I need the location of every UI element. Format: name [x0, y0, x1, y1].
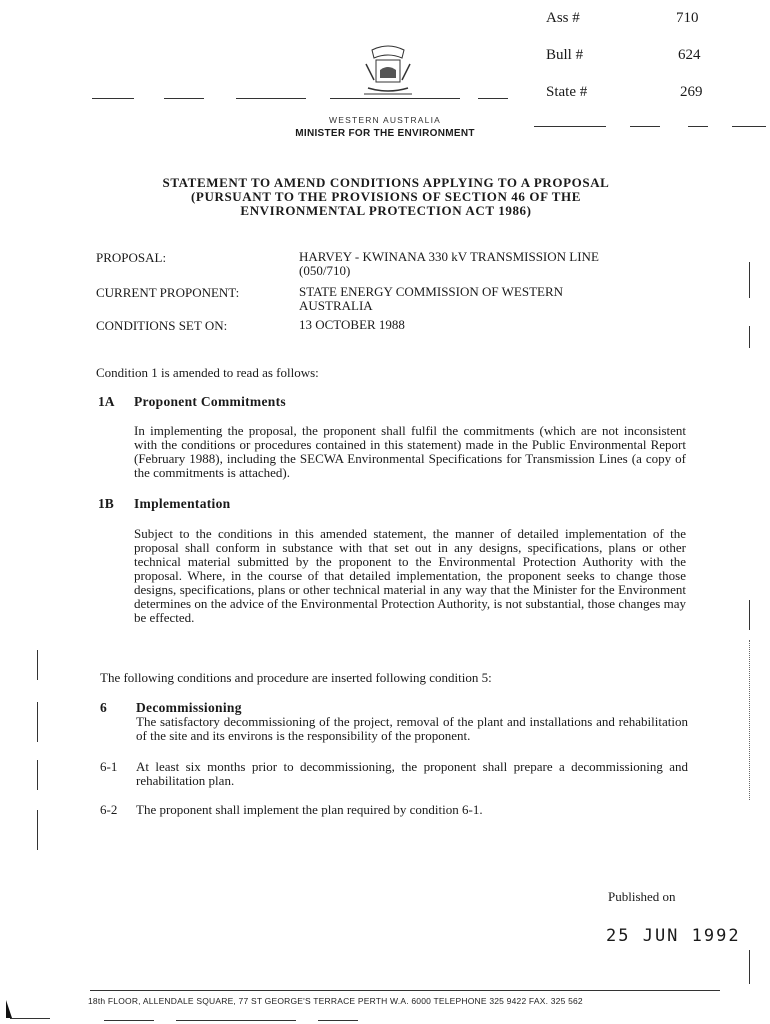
- proponent-value-line: STATE ENERGY COMMISSION OF WESTERN: [299, 284, 564, 299]
- statement-title: [96, 176, 676, 218]
- minister-title: MINISTER FOR THE ENVIRONMENT: [295, 128, 475, 139]
- condition-6-1-number: 6-1: [100, 759, 118, 774]
- proponent-label: CURRENT PROPONENT:: [96, 285, 240, 300]
- header-rule: [534, 126, 606, 127]
- proposal-value: [299, 250, 599, 278]
- footer-rule: [104, 1020, 154, 1021]
- state-name: WESTERN AUSTRALIA: [328, 115, 442, 125]
- header-rule: [330, 98, 460, 99]
- scan-corner-mark: [6, 1000, 12, 1018]
- conditions-value: 13 OCTOBER 1988: [299, 317, 405, 332]
- published-label: Published on: [608, 889, 676, 904]
- inserted-conditions-intro: The following conditions and procedure are inserted following condition 5:: [100, 670, 492, 685]
- bull-label: Bull #: [546, 47, 584, 63]
- footer-rule: [90, 990, 720, 991]
- scan-mark: [37, 702, 38, 742]
- state-label: State #: [546, 84, 588, 100]
- section-1a-body: In implementing the proposal, the proponent shall fulfil the commitments (which are not inconsistent with the conditions or procedures contained in this statement) made in the Public Environmental Report (February 1988), including the SECWA Environmental Specifications for Transmission Lines (a copy of the commitments is attached).: [134, 423, 686, 480]
- section-1a-number: 1A: [98, 394, 115, 409]
- section-1a-heading: Proponent Commitments: [134, 394, 286, 409]
- conditions-label: CONDITIONS SET ON:: [96, 318, 228, 333]
- scan-mark: [37, 760, 38, 790]
- section-1b-heading: Implementation: [134, 496, 231, 511]
- title-line: STATEMENT TO AMEND CONDITIONS APPLYING TO A PROPOSAL: [162, 175, 610, 190]
- section-1b-body: Subject to the conditions in this amended statement, the manner of detailed implementation of the proposal shall conform in substance with that set out in any designs, specifications, plans or other technical material submitted by the proponent to the Environmental Protection Authority with the proposal. Where, in the course of that detailed implementation, the proponent seeks to change those designs, specifications, plans or other technical material in any way that the Minister for the Environment determines on the advice of the Environmental Protection Authority, is not substantial, those changes may be effected.: [134, 526, 686, 625]
- amendment-intro: Condition 1 is amended to read as follows:: [96, 365, 319, 380]
- footer-rule: [318, 1020, 358, 1021]
- scan-mark: [10, 1018, 50, 1019]
- scan-mark: [749, 950, 750, 984]
- section-1b-number: 1B: [98, 496, 114, 511]
- condition-6-1-body: At least six months prior to decommissioning, the proponent shall prepare a decommissioning and rehabilitation plan.: [136, 759, 688, 788]
- header-rule: [236, 98, 306, 99]
- ass-label: Ass #: [546, 10, 580, 26]
- header-rule: [92, 98, 134, 99]
- section-6-heading: Decommissioning: [136, 700, 242, 715]
- scan-mark: [749, 262, 750, 298]
- bull-value: 624: [678, 47, 701, 63]
- published-date-stamp: 25 JUN 1992: [606, 926, 741, 946]
- coat-of-arms-icon: [362, 40, 414, 100]
- scan-mark: [749, 600, 750, 630]
- condition-6-2-body: The proponent shall implement the plan required by condition 6-1.: [136, 802, 483, 817]
- footer-rule: [176, 1020, 296, 1021]
- scan-mark: [37, 810, 38, 850]
- ass-value: 710: [676, 10, 699, 26]
- scan-mark: [749, 640, 750, 800]
- state-value: 269: [680, 84, 703, 100]
- section-6-body: The satisfactory decommissioning of the project, removal of the plant and installations and rehabilitation of the site and its environs is the responsibility of the proponent.: [136, 714, 688, 743]
- section-6-number: 6: [100, 700, 107, 715]
- header-rule: [164, 98, 204, 99]
- proposal-value-line: (050/710): [299, 263, 351, 278]
- proponent-value: [299, 285, 563, 313]
- condition-6-2-number: 6-2: [100, 802, 118, 817]
- title-line: ENVIRONMENTAL PROTECTION ACT 1986): [240, 203, 532, 218]
- proposal-label: PROPOSAL:: [96, 250, 167, 265]
- proponent-value-line: AUSTRALIA: [299, 298, 373, 313]
- footer-address: 18th FLOOR, ALLENDALE SQUARE, 77 ST GEORGE'S TERRACE PERTH W.A. 6000 TELEPHONE 325 9422 FAX. 325 562: [88, 996, 583, 1006]
- proposal-value-line: HARVEY - KWINANA 330 kV TRANSMISSION LINE: [299, 249, 599, 264]
- scan-mark: [749, 326, 750, 348]
- scan-mark: [37, 650, 38, 680]
- header-rule: [688, 126, 708, 127]
- header-rule: [630, 126, 660, 127]
- title-line: (PURSUANT TO THE PROVISIONS OF SECTION 46 OF THE: [191, 189, 581, 204]
- header-rule: [478, 98, 508, 99]
- header-rule: [732, 126, 766, 127]
